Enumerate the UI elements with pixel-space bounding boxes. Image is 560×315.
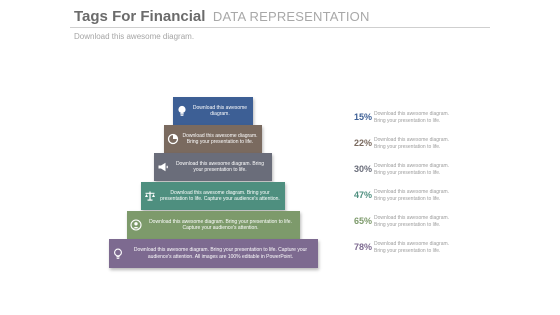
legend-percent: 15% bbox=[353, 112, 372, 122]
pyramid-step-5 bbox=[127, 211, 300, 239]
pyramid-step-2 bbox=[164, 125, 262, 153]
legend-description: Download this awesome diagram. Bring your presentation to life. bbox=[374, 241, 450, 254]
step-text: Download this awesome diagram. bbox=[192, 104, 248, 117]
scale-icon bbox=[141, 187, 159, 205]
step-text: Download this awesome diagram. Bring your presentation to life. bbox=[175, 160, 265, 173]
pyramid-step-1 bbox=[173, 97, 253, 125]
step-text: Download this awesome diagram. Bring your presentation to life. Capture your audience's attention. All images are 100% editable in PowerPoint. bbox=[133, 247, 308, 260]
step-text: Download this awesome diagram. Bring your presentation to life. Capture your audience's attention. bbox=[160, 189, 280, 202]
legend-percent: 78% bbox=[353, 242, 372, 252]
user-icon bbox=[127, 216, 145, 234]
legend-percent: 47% bbox=[353, 190, 372, 200]
bulb-outline-icon bbox=[109, 245, 127, 263]
legend-description: Download this awesome diagram. Bring your presentation to life. bbox=[374, 111, 450, 124]
pyramid-step-4 bbox=[141, 182, 285, 210]
pyramid-step-6 bbox=[109, 239, 318, 268]
page-subtitle: Download this awesome diagram. bbox=[74, 32, 195, 41]
legend-description: Download this awesome diagram. Bring your presentation to life. bbox=[374, 163, 450, 176]
legend-percent: 65% bbox=[353, 216, 372, 226]
legend-percent: 30% bbox=[353, 164, 372, 174]
pie-chart-icon bbox=[164, 130, 182, 148]
lightbulb-icon bbox=[173, 102, 191, 120]
legend-description: Download this awesome diagram. Bring your presentation to life. bbox=[374, 215, 450, 228]
legend-description: Download this awesome diagram. Bring your presentation to life. bbox=[374, 189, 450, 202]
megaphone-icon bbox=[154, 158, 172, 176]
legend-percent: 22% bbox=[353, 138, 372, 148]
title-bold: Tags For Financial bbox=[74, 8, 206, 25]
step-text: Download this awesome diagram. Bring your presentation to life. bbox=[182, 132, 258, 145]
step-text: Download this awesome diagram. Bring your presentation to life. Capture your audience's attention. bbox=[149, 218, 292, 231]
title-divider bbox=[70, 27, 490, 28]
title-light: DATA REPRESENTATION bbox=[212, 9, 370, 24]
legend-description: Download this awesome diagram. Bring your presentation to life. bbox=[374, 137, 450, 150]
pyramid-step-3 bbox=[154, 153, 272, 181]
page-title bbox=[74, 8, 370, 26]
